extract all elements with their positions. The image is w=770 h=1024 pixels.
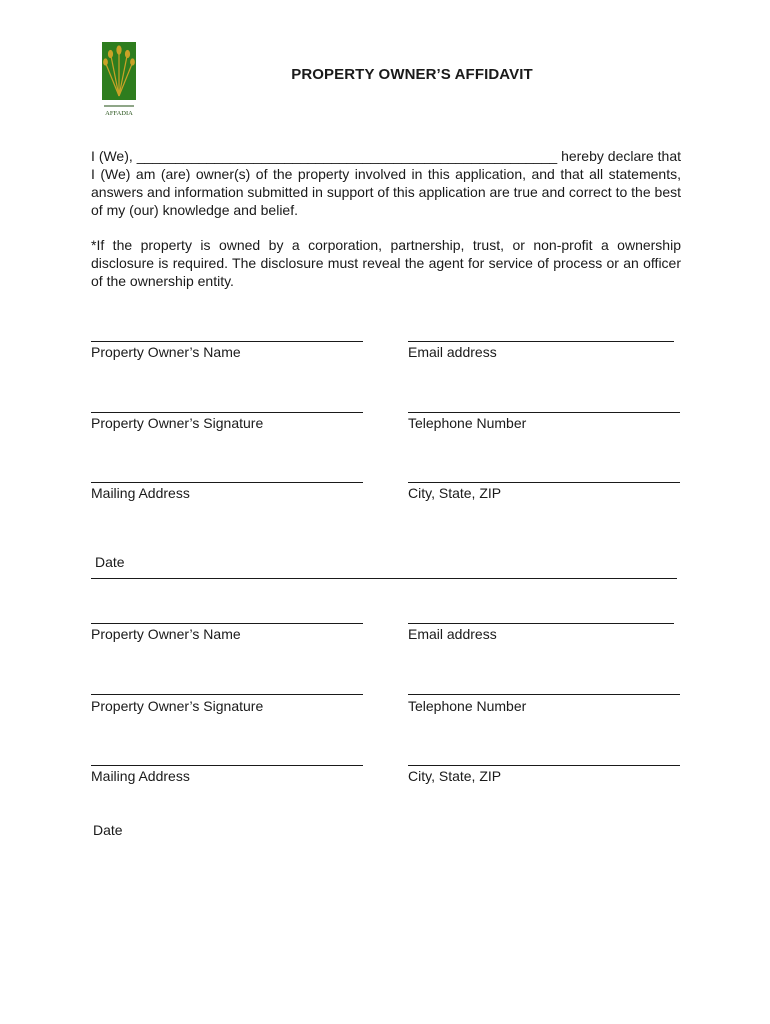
owner2-email-line[interactable] bbox=[408, 623, 674, 624]
owner1-signature-line[interactable] bbox=[91, 412, 363, 413]
owner2-signature-label: Property Owner’s Signature bbox=[91, 698, 264, 714]
owner1-city-line[interactable] bbox=[408, 482, 680, 483]
owner2-phone-line[interactable] bbox=[408, 694, 680, 695]
disclosure-note: *If the property is owned by a corporation, partnership, trust, or non-profit a ownership disclosure is required. The disclosure must reveal the agent for service of process or an officer of the ownership entity. bbox=[91, 237, 681, 289]
document-title: PROPERTY OWNER’S AFFIDAVIT bbox=[291, 66, 533, 83]
owner1-phone-line[interactable] bbox=[408, 412, 680, 413]
owner1-email-line[interactable] bbox=[408, 341, 674, 342]
owner2-name-line[interactable] bbox=[91, 623, 363, 624]
owner1-date-line[interactable] bbox=[91, 578, 677, 579]
owner1-city-label: City, State, ZIP bbox=[408, 485, 502, 501]
owner2-phone-label: Telephone Number bbox=[408, 698, 527, 714]
owner2-email-label: Email address bbox=[408, 626, 497, 642]
owner2-city-line[interactable] bbox=[408, 765, 680, 766]
owner1-name-label: Property Owner’s Name bbox=[91, 344, 241, 360]
owner1-address-line[interactable] bbox=[91, 482, 363, 483]
owner1-email-label: Email address bbox=[408, 344, 497, 360]
owner1-address-label: Mailing Address bbox=[91, 485, 190, 501]
declaration-paragraph: I (We), ______________________________________________________ hereby declare that I (We) am (are) owner(s) of the property involved in this application, and that all statements, answers and information submitted in support of this application are true and correct to the best of my (our) knowledge and belief. bbox=[91, 148, 681, 218]
owner1-signature-label: Property Owner’s Signature bbox=[91, 415, 264, 431]
owner2-address-line[interactable] bbox=[91, 765, 363, 766]
owner2-name-label: Property Owner’s Name bbox=[91, 626, 241, 642]
owner2-city-label: City, State, ZIP bbox=[408, 768, 502, 784]
owner1-phone-label: Telephone Number bbox=[408, 415, 527, 431]
owner1-name-line[interactable] bbox=[91, 341, 363, 342]
owner2-signature-line[interactable] bbox=[91, 694, 363, 695]
owner2-date-label: Date bbox=[93, 822, 123, 838]
owner1-date-label: Date bbox=[95, 554, 125, 570]
owner2-address-label: Mailing Address bbox=[91, 768, 190, 784]
logo-text: AFFADIA bbox=[105, 110, 133, 117]
